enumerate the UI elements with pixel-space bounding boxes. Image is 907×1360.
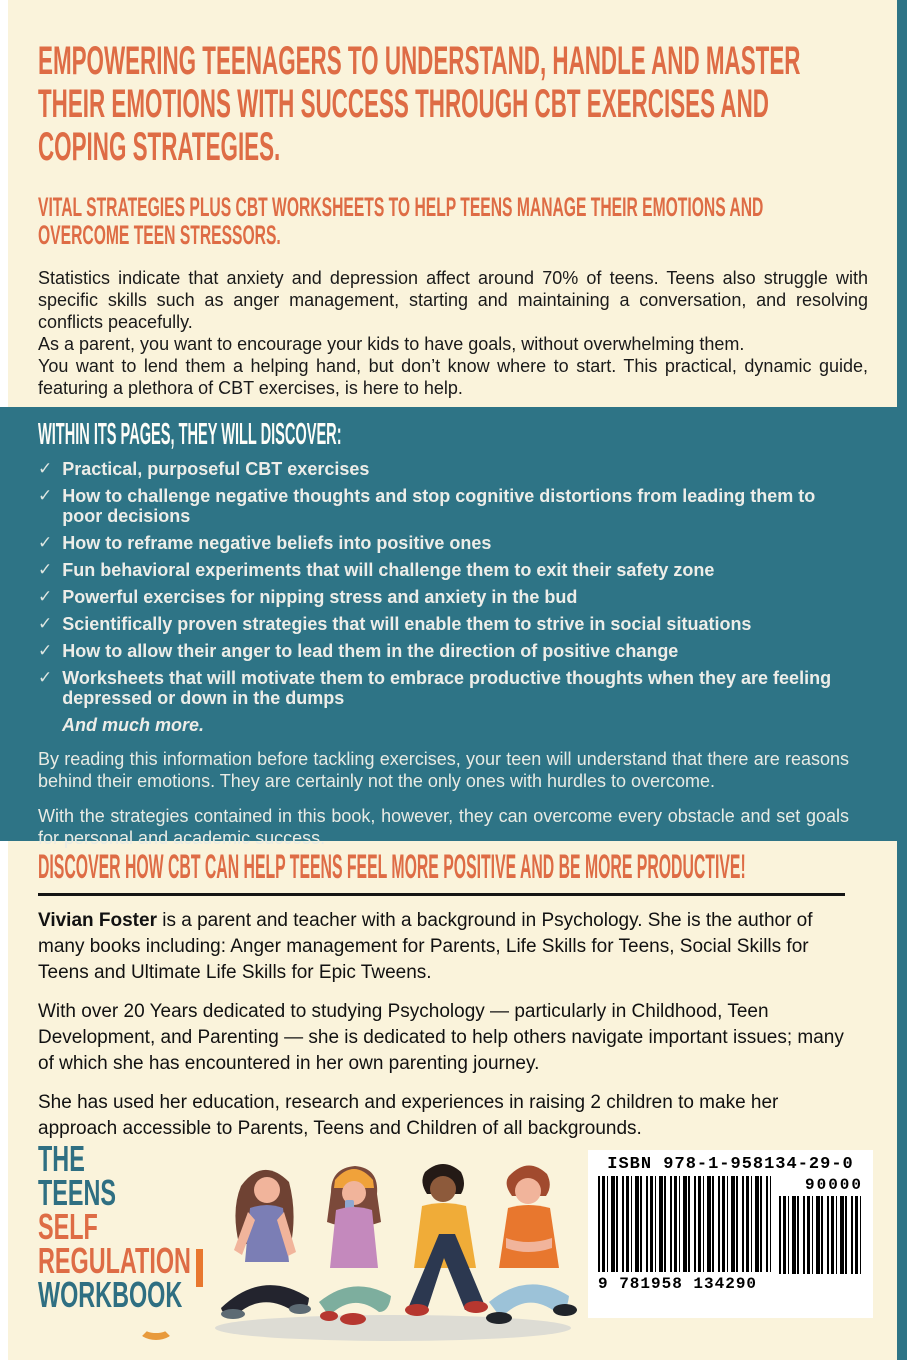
discover-paragraph: By reading this information before tackling exercises, your teen will understand that there are reasons behind their emotions. They are certainly not the only ones with hurdles to overcome. bbox=[38, 749, 849, 791]
smile-icon bbox=[138, 1318, 174, 1340]
logo-line-regulation: REGULATION bbox=[38, 1240, 191, 1281]
cta-heading-block bbox=[38, 849, 850, 885]
bullet-item bbox=[38, 587, 849, 607]
bullet-item bbox=[38, 486, 849, 526]
bullet-item bbox=[38, 560, 849, 580]
bullet-text: How to challenge negative thoughts and stop cognitive distortions from leading them to poor decisions bbox=[62, 486, 816, 526]
check-icon: ✓ bbox=[38, 560, 53, 579]
bullet-text: Scientifically proven strategies that will enable them to strive in social situations bbox=[62, 614, 752, 634]
headline-line: COPING STRATEGIES. bbox=[38, 125, 281, 169]
bullet-text: Practical, purposeful CBT exercises bbox=[62, 459, 370, 479]
bullet-item bbox=[38, 614, 849, 634]
logo-line-teens: TEENS bbox=[38, 1172, 117, 1213]
bullet-text: Powerful exercises for nipping stress and anxiety in the bud bbox=[62, 587, 578, 607]
subheadline bbox=[38, 193, 868, 249]
author-bio-paragraph: She has used her education, research and experiences in raising 2 children to make her approach accessible to Parents, Teens and Children of all backgrounds. bbox=[38, 1092, 779, 1139]
intro-paragraph: You want to lend them a helping hand, but don’t know where to start. This practical, dynamic guide, featuring a plethora of CBT exercises, is here to help. bbox=[38, 356, 868, 398]
discover-title: WITHIN ITS PAGES, THEY WILL DISCOVER: bbox=[38, 416, 342, 451]
person-boy-yellow-shirt bbox=[405, 1164, 488, 1316]
four-teens-sitting-illustration bbox=[203, 1150, 581, 1346]
intro-paragraph: Statistics indicate that anxiety and depression affect around 70% of teens. Teens also struggle with specific skills such as anger management, starting and maintaining a conversation, and resolving conflicts peacefully. bbox=[38, 268, 868, 332]
author-bio-text: is a parent and teacher with a background in Psychology. She is the author of many books including: Anger management for Parents, Life Skills for Teens, Social Skills for Teens and Ultimate Life Skills for Epic Tweens. bbox=[38, 910, 813, 983]
header-section bbox=[38, 40, 868, 399]
barcode-row bbox=[598, 1176, 863, 1293]
and-much-more-note: And much more. bbox=[62, 715, 205, 735]
headline-line: THEIR EMOTIONS WITH SUCCESS THROUGH CBT EXERCISES AND bbox=[38, 82, 769, 126]
bullet-text: How to reframe negative beliefs into positive ones bbox=[62, 533, 492, 553]
check-icon: ✓ bbox=[38, 486, 53, 505]
discover-paragraph: With the strategies contained in this book, however, they can overcome every obstacle and set goals for personal and academic success. bbox=[38, 806, 849, 848]
intro-paragraph: As a parent, you want to encourage your kids to have goals, without overwhelming them. bbox=[38, 334, 745, 354]
barcode-bars bbox=[598, 1176, 771, 1272]
bullet-text: Fun behavioral experiments that will challenge them to exit their safety zone bbox=[62, 560, 715, 580]
author-bio-paragraph bbox=[38, 908, 862, 986]
check-icon: ✓ bbox=[38, 614, 53, 633]
subheadline-line: OVERCOME TEEN STRESSORS. bbox=[38, 220, 281, 250]
bullet-item bbox=[38, 533, 849, 553]
person-girl-beanie-phone bbox=[319, 1166, 391, 1325]
bullet-item bbox=[38, 459, 849, 479]
barcode-addon-bars bbox=[779, 1196, 863, 1274]
check-icon: ✓ bbox=[38, 459, 53, 478]
logo-line-workbook: WORKBOOK bbox=[38, 1274, 183, 1315]
barcode-digits: 9 781958 134290 bbox=[598, 1275, 758, 1293]
cta-heading: DISCOVER HOW CBT CAN HELP TEENS FEEL MORE POSITIVE AND BE MORE PRODUCTIVE! bbox=[38, 848, 746, 886]
bullet-text: How to allow their anger to lead them in the direction of positive change bbox=[62, 641, 679, 661]
subheadline-line: VITAL STRATEGIES PLUS CBT WORKSHEETS TO HELP TEENS MANAGE THEIR EMOTIONS AND bbox=[38, 192, 764, 222]
check-icon: ✓ bbox=[38, 587, 53, 606]
isbn-label: ISBN 978-1-958134-29-0 bbox=[607, 1155, 854, 1174]
author-name: Vivian Foster bbox=[38, 910, 157, 931]
headline-line: EMPOWERING TEENAGERS TO UNDERSTAND, HANDLE AND MASTER bbox=[38, 39, 801, 83]
discover-section bbox=[0, 407, 907, 848]
intro-text bbox=[38, 267, 868, 399]
logo-line-the: THE bbox=[38, 1138, 85, 1179]
divider-rule bbox=[38, 893, 845, 896]
discover-bullet-list bbox=[38, 459, 849, 708]
author-bio bbox=[38, 908, 862, 1155]
author-bio-paragraph: With over 20 Years dedicated to studying Psychology — particularly in Childhood, Teen Development, and Parenting — she is dedicated to help others navigate important issues; many of which she has encountered in her own parenting journey. bbox=[38, 1001, 844, 1074]
barcode-main bbox=[598, 1176, 771, 1293]
bullet-text: Worksheets that will motivate them to embrace productive thoughts when they are feeling depressed or down in the dumps bbox=[62, 668, 832, 708]
logo-line-self: SELF bbox=[38, 1206, 98, 1247]
barcode-addon bbox=[779, 1176, 863, 1293]
headline bbox=[38, 40, 868, 169]
person-boy-orange-shirt bbox=[486, 1165, 577, 1324]
person-girl-purple-tank bbox=[221, 1170, 311, 1319]
check-icon: ✓ bbox=[38, 668, 53, 687]
barcode-addon-code: 90000 bbox=[804, 1176, 863, 1194]
bullet-item bbox=[38, 668, 849, 708]
orange-accent-shape bbox=[196, 1249, 203, 1287]
barcode-block bbox=[588, 1150, 873, 1318]
check-icon: ✓ bbox=[38, 533, 53, 552]
ground-shadow bbox=[215, 1315, 571, 1341]
check-icon: ✓ bbox=[38, 641, 53, 660]
bullet-item bbox=[38, 641, 849, 661]
